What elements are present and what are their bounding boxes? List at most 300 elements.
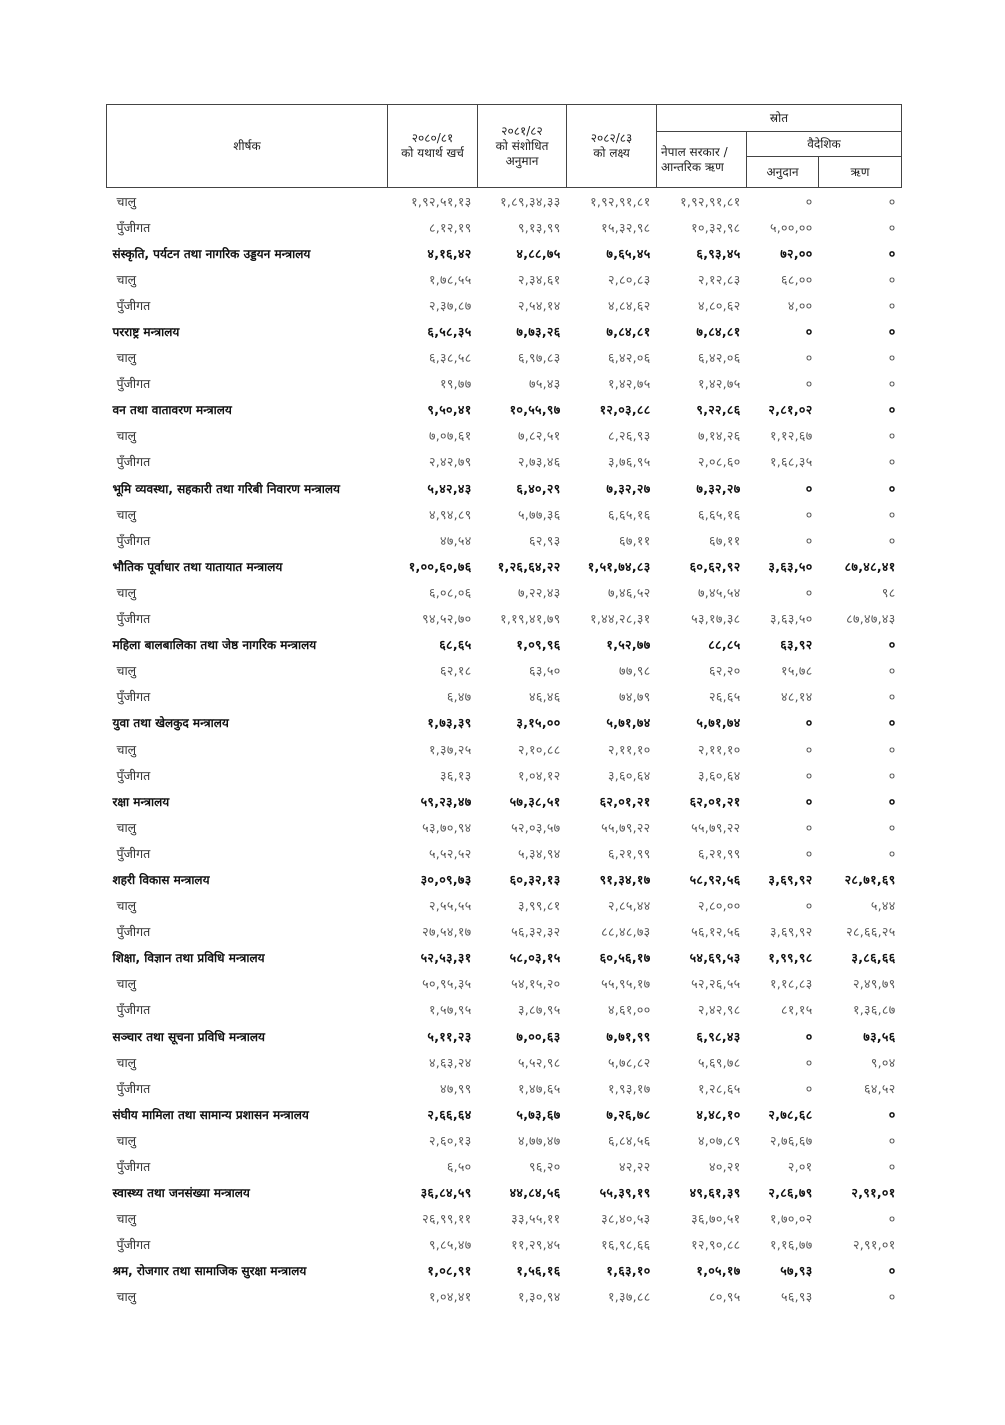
target-cell: ६,८४,५६ — [607, 1132, 651, 1148]
actual-expense-cell: ५९,२३,४७ — [420, 793, 472, 809]
actual-expense-cell: ९,५०,४१ — [427, 402, 472, 418]
table-row — [107, 1206, 902, 1232]
revised-estimate-cell: ४४,८४,५६ — [509, 1185, 561, 1201]
revised-estimate-cell: ५२,०३,५७ — [511, 819, 561, 835]
target-cell: ७,२६,७८ — [606, 1106, 651, 1122]
grant-cell: ० — [805, 845, 813, 861]
loan-cell: ९८ — [881, 584, 896, 600]
actual-expense-cell: ६२,१८ — [440, 663, 472, 679]
loan-cell: २,९१,०१ — [851, 1185, 896, 1201]
nepal-government-cell: ३,६०,६४ — [697, 767, 741, 783]
ministry-name: भूमि व्यवस्था, सहकारी तथा गरिबी निवारण मन्त्रालय — [112, 481, 340, 496]
revised-estimate-cell: २,१०,८८ — [517, 741, 561, 757]
grant-cell: ० — [805, 898, 813, 914]
revised-estimate-cell: १,०९,९६ — [516, 637, 561, 653]
target-cell: ५५,७९,२२ — [601, 819, 651, 835]
actual-expense-cell: २,४२,७९ — [428, 454, 472, 470]
actual-expense-cell: ३६,८४,५९ — [420, 1185, 472, 1201]
actual-expense-cell: १,०४,४१ — [428, 1289, 472, 1305]
actual-expense-cell: २,३७,८७ — [428, 297, 472, 313]
table-row — [107, 1075, 902, 1101]
source-header: स्रोत — [657, 105, 902, 132]
grant-cell: ३,६३,५० — [769, 611, 813, 627]
ministry-name: परराष्ट्र मन्त्रालय — [112, 325, 180, 340]
nepal-government-cell: १०,३२,९८ — [691, 219, 741, 235]
grant-cell: ४,०० — [787, 297, 813, 313]
grant-cell: १,७०,०२ — [769, 1211, 813, 1227]
grant-cell: १,१८,८३ — [769, 976, 813, 992]
actual-expense-cell: ९४,५२,७० — [422, 611, 472, 627]
loan-cell: ५,४४ — [870, 898, 896, 914]
row-label: चालु — [116, 898, 137, 914]
actual-expense-cell: २,६६,६४ — [427, 1106, 472, 1122]
row-label: पुँजीगत — [116, 532, 151, 548]
row-label: पुँजीगत — [116, 845, 151, 861]
actual-expense-cell: १,००,६०,७६ — [408, 558, 472, 574]
loan-cell: २८,६६,२५ — [846, 924, 896, 940]
table-row — [107, 658, 902, 684]
loan-cell: ० — [888, 715, 896, 731]
actual-expense-cell: ६,३८,५८ — [428, 350, 472, 366]
revised-estimate-cell: १,०४,१२ — [517, 767, 561, 783]
ministry-name: युवा तथा खेलकुद मन्त्रालय — [112, 716, 229, 731]
row-label: चालु — [116, 193, 137, 209]
nepal-government-cell: ६७,११ — [709, 532, 741, 548]
actual-expense-cell: २,६०,१३ — [428, 1132, 472, 1148]
loan-cell: ० — [888, 819, 896, 835]
loan-cell: ० — [888, 428, 896, 444]
loan-cell: ० — [888, 741, 896, 757]
loan-cell: ६४,५२ — [864, 1080, 896, 1096]
target-cell: ५,७८,८२ — [607, 1054, 651, 1070]
loan-cell: ० — [888, 637, 896, 653]
nepal-government-cell: ५,७१,७४ — [696, 715, 741, 731]
revised-estimate-year: २०८१/८२ — [501, 123, 543, 138]
row-label: चालु — [116, 1132, 137, 1148]
revised-estimate-cell: १,३०,९४ — [517, 1289, 561, 1305]
grant-cell: ० — [805, 767, 813, 783]
grant-cell: ५७,९३ — [780, 1263, 813, 1279]
target-cell: ९१,३४,१७ — [599, 871, 651, 887]
row-label: चालु — [116, 428, 137, 444]
target-cell: ५५,३९,१९ — [599, 1185, 651, 1201]
table-row — [107, 1232, 902, 1258]
grant-cell: ० — [805, 1028, 813, 1044]
nepal-government-cell: २,८०,०० — [697, 898, 741, 914]
target-cell: ४२,२२ — [619, 1159, 651, 1175]
title-column-header: शीर्षक — [107, 105, 388, 188]
nepal-government-cell: ५८,९२,५६ — [689, 871, 741, 887]
target-cell: २,११,१० — [607, 741, 651, 757]
target-cell: ६,२१,९९ — [607, 845, 651, 861]
actual-expense-cell: १,०८,९१ — [427, 1263, 472, 1279]
revised-estimate-cell: ६०,३२,१३ — [509, 871, 561, 887]
nepal-government-cell: ७,१४,२६ — [697, 428, 741, 444]
row-label: चालु — [116, 1211, 137, 1227]
loan-cell: ० — [888, 480, 896, 496]
loan-cell: ० — [888, 793, 896, 809]
nepal-government-cell: ६०,६२,९२ — [689, 558, 741, 574]
ministry-row — [107, 632, 902, 658]
grant-cell: ६८,०० — [781, 271, 813, 287]
grant-cell: ३,६९,९२ — [768, 871, 813, 887]
row-label: चालु — [116, 1054, 137, 1070]
revised-estimate-cell: ३,१५,०० — [516, 715, 561, 731]
ministry-row — [107, 1101, 902, 1127]
target-cell: ८,२६,९३ — [607, 428, 651, 444]
nepal-government-cell: १२,९०,८८ — [691, 1237, 741, 1253]
grant-cell: १,६८,३५ — [769, 454, 813, 470]
nepal-government-cell: ४,०७,८९ — [697, 1132, 741, 1148]
target-cell: १,५१,७४,८३ — [587, 558, 651, 574]
table-row — [107, 527, 902, 553]
table-row — [107, 1049, 902, 1075]
grant-cell: २,७६,६७ — [769, 1132, 813, 1148]
nepal-government-cell: ४,४८,१० — [696, 1106, 741, 1122]
ministry-row — [107, 788, 902, 814]
revised-estimate-cell: ७,७३,२६ — [516, 324, 561, 340]
target-cell: १,४४,२८,३१ — [590, 611, 651, 627]
loan-cell: ३,८६,६६ — [851, 950, 896, 966]
actual-expense-cell: ५०,९५,३५ — [422, 976, 472, 992]
table-row — [107, 501, 902, 527]
loan-cell: ० — [888, 454, 896, 470]
actual-expense-cell: ५,५२,५२ — [428, 845, 472, 861]
row-label: पुँजीगत — [116, 689, 151, 705]
row-label: चालु — [116, 506, 137, 522]
target-cell: १,६३,१० — [606, 1263, 651, 1279]
actual-expense-cell: ६८,६५ — [439, 637, 472, 653]
nepal-government-cell: ५३,१७,३८ — [691, 611, 741, 627]
revised-estimate-cell: ३३,५५,११ — [511, 1211, 561, 1227]
revised-estimate-cell: ५,३४,९४ — [517, 845, 561, 861]
target-cell: १,५२,७७ — [606, 637, 651, 653]
loan-cell: ० — [888, 767, 896, 783]
loan-cell: ० — [888, 402, 896, 418]
revised-estimate-cell: १,२६,६४,२२ — [497, 558, 561, 574]
row-label: पुँजीगत — [116, 924, 151, 940]
table-row — [107, 971, 902, 997]
grant-cell: ० — [805, 741, 813, 757]
row-label: पुँजीगत — [116, 1159, 151, 1175]
actual-expense-label: को यथार्थ खर्च — [401, 146, 464, 160]
nepal-government-cell: ४०,२१ — [709, 1159, 741, 1175]
target-cell: ६,६५,१६ — [607, 506, 651, 522]
revised-estimate-label-2: अनुमान — [505, 153, 539, 168]
target-header — [567, 105, 657, 188]
nepal-government-cell: ६२,०१,२१ — [689, 793, 741, 809]
actual-expense-cell: १,९२,५१,१३ — [411, 193, 472, 209]
grant-cell: ० — [805, 506, 813, 522]
table-row — [107, 893, 902, 919]
table-row — [107, 684, 902, 710]
revised-estimate-cell: २,५४,१४ — [517, 297, 561, 313]
loan-cell: ० — [888, 193, 896, 209]
grant-cell: १,१६,७७ — [769, 1237, 813, 1253]
nepal-government-cell: २,४२,९८ — [697, 1002, 741, 1018]
nepal-government-cell: १,४२,७५ — [697, 376, 741, 392]
budget-table — [106, 104, 902, 1310]
table-row — [107, 423, 902, 449]
loan-cell: ० — [888, 845, 896, 861]
actual-expense-cell: २६,९९,११ — [422, 1211, 472, 1227]
table-row — [107, 345, 902, 371]
actual-expense-cell: १,७८,५५ — [428, 271, 472, 287]
ministry-row — [107, 866, 902, 892]
table-row — [107, 1127, 902, 1153]
revised-estimate-cell: ५७,३८,५१ — [509, 793, 561, 809]
target-year: २०८२/८३ — [590, 131, 633, 145]
row-label: पुँजीगत — [116, 767, 151, 783]
target-cell: ४,८४,६२ — [607, 297, 651, 313]
actual-expense-year: २०८०/८१ — [411, 131, 454, 145]
nepal-government-cell: ९,२२,८६ — [696, 402, 741, 418]
actual-expense-cell: १,७३,३९ — [427, 715, 472, 731]
loan-cell: २,४९,७९ — [852, 976, 896, 992]
grant-cell: ३,६९,९२ — [769, 924, 813, 940]
actual-expense-cell: ७,०७,६१ — [428, 428, 472, 444]
revised-estimate-cell: ५,७७,३६ — [517, 506, 561, 522]
actual-expense-cell: ६,४७ — [446, 689, 472, 705]
revised-estimate-cell: ५,५२,९८ — [517, 1054, 561, 1070]
nepal-government-cell: २,११,१० — [697, 741, 741, 757]
table-row — [107, 606, 902, 632]
ministry-name: महिला बालबालिका तथा जेष्ठ नागरिक मन्त्रालय — [112, 638, 317, 653]
revised-estimate-cell: २,३४,६१ — [517, 271, 561, 287]
loan-cell: २,९१,०१ — [852, 1237, 896, 1253]
loan-cell: ० — [888, 219, 896, 235]
row-label: चालु — [116, 271, 137, 287]
revised-estimate-cell: ५,७३,६७ — [516, 1106, 561, 1122]
foreign-header: वैदेशिक — [747, 132, 902, 157]
revised-estimate-cell: ९,१३,९९ — [517, 219, 561, 235]
ministry-row — [107, 710, 902, 736]
ministry-row — [107, 240, 902, 266]
ministry-row — [107, 945, 902, 971]
grant-cell: ८१,१५ — [781, 1002, 813, 1018]
row-label: पुँजीगत — [116, 297, 151, 313]
target-cell: २,८५,४४ — [607, 898, 651, 914]
row-label: चालु — [116, 350, 137, 366]
actual-expense-cell: ६,५८,३५ — [427, 324, 472, 340]
table-row — [107, 1153, 902, 1179]
revised-estimate-cell: ५६,३२,३२ — [511, 924, 561, 940]
nepal-government-cell: २,०८,६० — [697, 454, 741, 470]
table-row — [107, 266, 902, 292]
loan-cell: ० — [888, 245, 896, 261]
loan-cell: ९,०४ — [870, 1054, 896, 1070]
grant-cell: ० — [805, 193, 813, 209]
loan-cell: ० — [888, 297, 896, 313]
ministry-name: शहरी विकास मन्त्रालय — [112, 872, 210, 887]
grant-cell: ० — [805, 480, 813, 496]
nepal-government-cell: ५,६९,७८ — [697, 1054, 741, 1070]
nepal-government-cell: ४९,६१,३९ — [689, 1185, 741, 1201]
nepal-government-label: नेपाल सरकार / — [661, 144, 728, 159]
nepal-government-cell: ७,८४,८१ — [696, 324, 741, 340]
revised-estimate-cell: ६,४०,२९ — [516, 480, 561, 496]
revised-estimate-cell: ४६,४६ — [529, 689, 561, 705]
actual-expense-cell: ३६,१३ — [440, 767, 472, 783]
revised-estimate-cell: ७५,४३ — [529, 376, 561, 392]
target-cell: ३,७६,९५ — [607, 454, 651, 470]
loan-cell: ० — [888, 324, 896, 340]
target-cell: ४,६१,०० — [607, 1002, 651, 1018]
ministry-name: वन तथा वातावरण मन्त्रालय — [112, 403, 232, 418]
actual-expense-cell: ५३,७०,९४ — [422, 819, 472, 835]
ministry-row — [107, 1023, 902, 1049]
target-cell: ३८,४०,५३ — [601, 1211, 651, 1227]
actual-expense-cell: ४७,९९ — [440, 1080, 472, 1096]
target-cell: ७७,९८ — [619, 663, 651, 679]
row-label: पुँजीगत — [116, 1002, 151, 1018]
actual-expense-cell: ५,४२,४३ — [427, 480, 472, 496]
grant-cell: ० — [805, 819, 813, 835]
ministry-name: संस्कृति, पर्यटन तथा नागरिक उड्डयन मन्त्रालय — [112, 246, 311, 261]
loan-cell: ० — [888, 350, 896, 366]
grant-cell: १,९९,९८ — [768, 950, 813, 966]
revised-estimate-cell: १०,५५,९७ — [509, 402, 561, 418]
loan-cell: २८,७१,६९ — [844, 871, 896, 887]
loan-cell: ० — [888, 663, 896, 679]
loan-cell: ० — [888, 532, 896, 548]
row-label: पुँजीगत — [116, 1080, 151, 1096]
row-label: पुँजीगत — [116, 219, 151, 235]
nepal-government-cell: ७,३२,२७ — [696, 480, 741, 496]
row-label: चालु — [116, 663, 137, 679]
grant-cell: ० — [805, 324, 813, 340]
target-cell: १५,३२,९८ — [601, 219, 651, 235]
grant-cell: ० — [805, 715, 813, 731]
target-cell: १,३७,८८ — [607, 1289, 651, 1305]
nepal-government-cell: ४,८०,६२ — [697, 297, 741, 313]
row-label: चालु — [116, 1289, 137, 1305]
ministry-name: स्वास्थ्य तथा जनसंख्या मन्त्रालय — [112, 1186, 250, 1201]
target-cell: १,९३,१७ — [607, 1080, 651, 1096]
ministry-name: भौतिक पूर्वाधार तथा यातायात मन्त्रालय — [112, 559, 283, 574]
nepal-government-cell: १,२८,६५ — [697, 1080, 741, 1096]
ministry-name: संघीय मामिला तथा सामान्य प्रशासन मन्त्रालय — [112, 1107, 309, 1122]
nepal-government-cell: ५६,१२,५६ — [691, 924, 741, 940]
nepal-government-cell: ६,६५,१६ — [697, 506, 741, 522]
actual-expense-cell: १,५७,९५ — [428, 1002, 472, 1018]
target-cell: ३,६०,६४ — [607, 767, 651, 783]
revised-estimate-cell: ७,००,६३ — [516, 1028, 561, 1044]
target-cell: ७,७१,९९ — [606, 1028, 651, 1044]
revised-estimate-cell: ५८,०३,१५ — [509, 950, 561, 966]
revised-estimate-cell: ३,८७,९५ — [517, 1002, 561, 1018]
target-cell: ५५,९५,१७ — [601, 976, 651, 992]
grant-cell: ५६,९३ — [781, 1289, 813, 1305]
target-cell: १६,९८,६६ — [601, 1237, 651, 1253]
nepal-government-cell: ६,२१,९९ — [697, 845, 741, 861]
target-cell: ६२,०१,२१ — [599, 793, 651, 809]
ministry-name: श्रम, रोजगार तथा सामाजिक सुरक्षा मन्त्रालय — [112, 1264, 307, 1279]
loan-cell: ८७,४७,४३ — [846, 611, 896, 627]
actual-expense-cell: ४,१६,४२ — [427, 245, 472, 261]
nepal-government-cell: ५४,६९,५३ — [689, 950, 741, 966]
loan-cell: ० — [888, 1211, 896, 1227]
target-cell: ७,८४,८१ — [606, 324, 651, 340]
table-row — [107, 919, 902, 945]
grant-cell: २,८६,७९ — [768, 1185, 813, 1201]
actual-expense-cell: २७,५४,१७ — [422, 924, 472, 940]
row-label: पुँजीगत — [116, 454, 151, 470]
loan-header: ऋण — [819, 157, 902, 188]
target-cell: १,९२,९१,८१ — [590, 193, 651, 209]
actual-expense-cell: २,५५,५५ — [428, 898, 472, 914]
actual-expense-cell: ४,६३,२४ — [428, 1054, 472, 1070]
grant-cell: ७२,०० — [780, 245, 813, 261]
revised-estimate-cell: ३,९९,८१ — [517, 898, 561, 914]
table-row — [107, 449, 902, 475]
grant-cell: ० — [805, 532, 813, 548]
nepal-government-cell: ७,४५,५४ — [697, 584, 741, 600]
loan-cell: ० — [888, 1289, 896, 1305]
grant-cell: १,१२,६७ — [769, 428, 813, 444]
actual-expense-header — [388, 105, 478, 188]
table-row — [107, 1284, 902, 1310]
ministry-row — [107, 475, 902, 501]
grant-cell: ५,००,०० — [769, 219, 813, 235]
table-row — [107, 579, 902, 605]
domestic-loan-label: आन्तरिक ऋण — [661, 159, 724, 174]
table-row — [107, 292, 902, 318]
grant-cell: ० — [805, 1080, 813, 1096]
row-label: चालु — [116, 976, 137, 992]
table-row — [107, 188, 902, 215]
grant-cell: ० — [805, 350, 813, 366]
row-label: चालु — [116, 584, 137, 600]
revised-estimate-cell: ६२,९३ — [529, 532, 561, 548]
ministry-name: सञ्चार तथा सूचना प्रविधि मन्त्रालय — [112, 1029, 265, 1044]
nepal-government-header — [657, 132, 747, 188]
ministry-row — [107, 553, 902, 579]
nepal-government-cell: ५५,७९,२२ — [691, 819, 741, 835]
actual-expense-cell: ९,८५,४७ — [428, 1237, 472, 1253]
row-label: पुँजीगत — [116, 1237, 151, 1253]
target-cell: ६०,५६,१७ — [599, 950, 651, 966]
target-cell: ७४,७९ — [619, 689, 651, 705]
revised-estimate-cell: १,४७,६५ — [517, 1080, 561, 1096]
grant-cell: ६३,९२ — [780, 637, 813, 653]
ministry-name: शिक्षा, विज्ञान तथा प्रविधि मन्त्रालय — [112, 951, 265, 966]
grant-cell: २,०१ — [787, 1159, 813, 1175]
ministry-row — [107, 1258, 902, 1284]
target-cell: ७,६५,४५ — [606, 245, 651, 261]
nepal-government-cell: ५२,२६,५५ — [691, 976, 741, 992]
grant-cell: ० — [805, 1054, 813, 1070]
nepal-government-cell: ८०,९५ — [709, 1289, 741, 1305]
nepal-government-cell: १,९२,९१,८१ — [680, 193, 741, 209]
actual-expense-cell: ५२,५३,३१ — [420, 950, 472, 966]
loan-cell: ० — [888, 1132, 896, 1148]
ministry-name: रक्षा मन्त्रालय — [112, 794, 170, 809]
row-label: पुँजीगत — [116, 611, 151, 627]
revised-estimate-cell: ५४,१५,२० — [511, 976, 561, 992]
table-row — [107, 214, 902, 240]
revised-estimate-cell: १,१९,४१,७९ — [500, 611, 561, 627]
loan-cell: १,३६,८७ — [852, 1002, 896, 1018]
grant-cell: १५,७८ — [781, 663, 813, 679]
loan-cell: ० — [888, 689, 896, 705]
target-cell: २,८०,८३ — [607, 271, 651, 287]
table-row — [107, 736, 902, 762]
table-row — [107, 997, 902, 1023]
target-cell: ७,३२,२७ — [606, 480, 651, 496]
revised-estimate-cell: ४,८८,७५ — [516, 245, 561, 261]
nepal-government-cell: १,०५,१७ — [696, 1263, 741, 1279]
